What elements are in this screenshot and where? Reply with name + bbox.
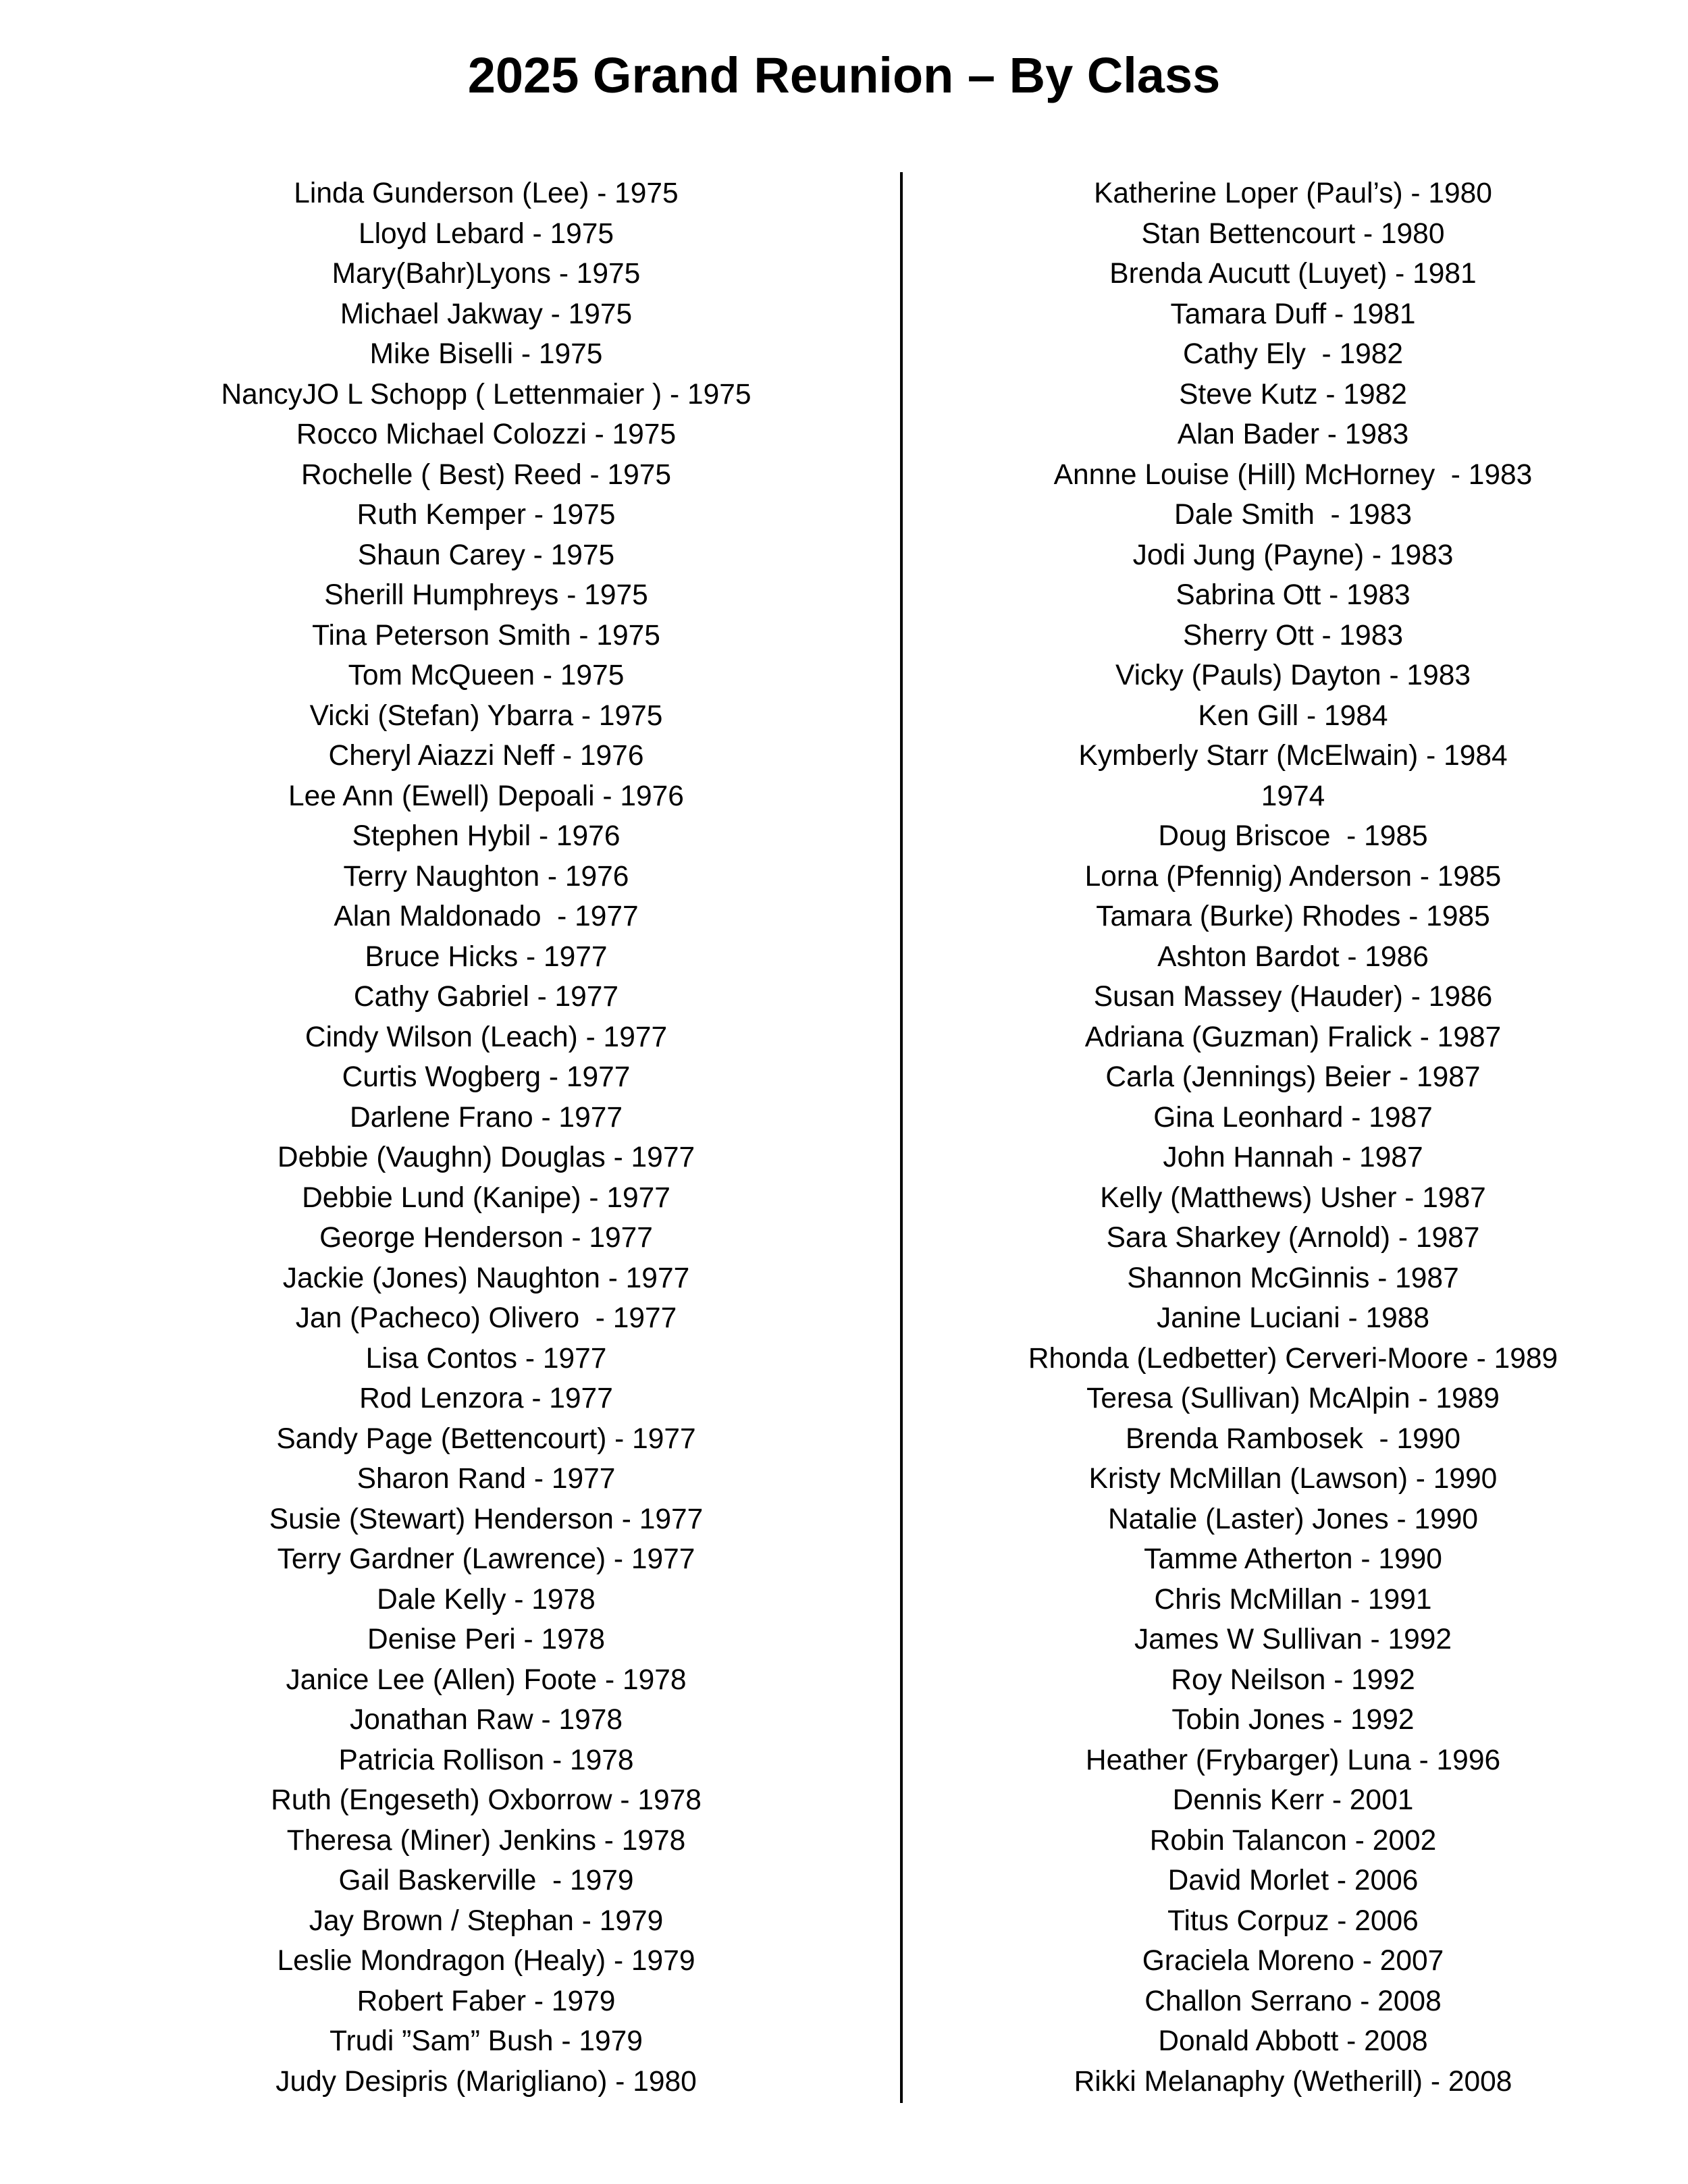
name-entry: Sharon Rand - 1977 [357,1463,616,1495]
name-entry: Sherill Humphreys - 1975 [324,579,648,611]
name-entry: Theresa (Miner) Jenkins - 1978 [286,1824,686,1857]
name-entry: NancyJO L Schopp ( Lettenmaier ) - 1975 [221,378,751,410]
name-entry: Tamme Atherton - 1990 [1144,1543,1442,1575]
name-entry: Doug Briscoe - 1985 [1158,820,1428,852]
name-entry: Susan Massey (Hauder) - 1986 [1093,981,1493,1013]
name-entry: Curtis Wogberg - 1977 [342,1061,631,1093]
name-entry: Tamara Duff - 1981 [1170,298,1416,330]
name-entry: Rod Lenzora - 1977 [359,1383,613,1414]
name-entry: Jonathan Raw - 1978 [349,1704,623,1736]
name-entry: Robert Faber - 1979 [357,1985,616,2017]
name-entry: Annne Louise (Hill) McHorney - 1983 [1053,458,1533,491]
name-entry: Ken Gill - 1984 [1198,699,1388,732]
name-entry: Carla (Jennings) Beier - 1987 [1105,1061,1481,1093]
name-entry: Sara Sharkey (Arnold) - 1987 [1106,1222,1480,1254]
left-name-list [81,174,891,2102]
name-entry: Debbie Lund (Kanipe) - 1977 [302,1181,670,1214]
name-entry: Cindy Wilson (Leach) - 1977 [305,1021,668,1053]
name-entry: Jay Brown / Stephan - 1979 [309,1905,664,1937]
name-entry: Challon Serrano - 2008 [1144,1985,1442,2017]
name-entry: Jodi Jung (Payne) - 1983 [1132,539,1454,571]
name-entry: Jackie (Jones) Naughton - 1977 [282,1262,690,1294]
name-entry: Shaun Carey - 1975 [357,539,615,571]
name-entry: Gail Baskerville - 1979 [338,1865,634,1896]
name-entry: Roy Neilson - 1992 [1171,1663,1415,1696]
name-entry: George Henderson - 1977 [319,1222,653,1254]
name-entry: Darlene Frano - 1977 [350,1101,623,1134]
name-entry: Heather (Frybarger) Luna - 1996 [1085,1744,1501,1776]
name-entry: Denise Peri - 1978 [367,1624,605,1655]
name-entry: Shannon McGinnis - 1987 [1127,1262,1459,1294]
name-entry: Janice Lee (Allen) Foote - 1978 [286,1663,687,1696]
name-entry: Tom McQueen - 1975 [348,660,625,691]
name-entry: Stephen Hybil - 1976 [352,820,621,852]
name-entry: Teresa (Sullivan) McAlpin - 1989 [1086,1383,1500,1414]
name-entry: Bruce Hicks - 1977 [365,940,608,973]
name-entry: Dale Smith - 1983 [1174,499,1412,531]
name-entry: Steve Kutz - 1982 [1179,378,1407,410]
name-entry: Lloyd Lebard - 1975 [358,217,614,250]
name-entry: Patricia Rollison - 1978 [338,1744,634,1776]
name-entry: Dale Kelly - 1978 [377,1583,596,1616]
name-entry: Mike Biselli - 1975 [369,338,603,370]
name-entry: Robin Talancon - 2002 [1149,1824,1437,1857]
name-entry: Tobin Jones - 1992 [1171,1704,1415,1736]
name-entry: Terry Gardner (Lawrence) - 1977 [277,1543,695,1575]
name-entry: Ruth Kemper - 1975 [357,499,616,531]
page-title: 2025 Grand Reunion – By Class [467,47,1221,103]
name-entry: Gina Leonhard - 1987 [1153,1101,1433,1134]
name-entry: Kymberly Starr (McElwain) - 1984 [1078,740,1508,772]
name-entry: Janine Luciani - 1988 [1156,1302,1430,1334]
name-entry: John Hannah - 1987 [1163,1142,1423,1173]
name-entry: Kristy McMillan (Lawson) - 1990 [1088,1463,1498,1495]
name-entry: Leslie Mondragon (Healy) - 1979 [277,1945,695,1977]
name-entry: Susie (Stewart) Henderson - 1977 [269,1503,704,1535]
name-entry: Alan Bader - 1983 [1177,419,1409,450]
name-entry: Ashton Bardot - 1986 [1157,940,1429,973]
name-entry: Rhonda (Ledbetter) Cerveri-Moore - 1989 [1028,1342,1558,1375]
name-entry: Linda Gunderson (Lee) - 1975 [294,178,679,209]
name-entry: Trudi ”Sam” Bush - 1979 [329,2025,643,2057]
name-entry: Terry Naughton - 1976 [343,860,629,893]
name-entry: Natalie (Laster) Jones - 1990 [1107,1503,1479,1535]
name-entry: Donald Abbott - 2008 [1158,2025,1428,2057]
name-entry: Sherry Ott - 1983 [1183,619,1403,651]
name-entry: Kelly (Matthews) Usher - 1987 [1100,1181,1486,1214]
name-entry: Rochelle ( Best) Reed - 1975 [300,458,672,491]
name-entry: Alan Maldonado - 1977 [334,901,639,932]
name-entry: Sabrina Ott - 1983 [1176,579,1410,611]
name-entry: Brenda Rambosek - 1990 [1125,1422,1461,1455]
name-entry: 1974 [1261,780,1325,812]
name-entry: Cathy Ely - 1982 [1183,338,1403,370]
name-entry: Cheryl Aiazzi Neff - 1976 [328,740,644,772]
name-entry: Lorna (Pfennig) Anderson - 1985 [1084,860,1502,893]
name-entry: Debbie (Vaughn) Douglas - 1977 [277,1142,695,1173]
right-name-list [905,174,1681,2102]
name-entry: Brenda Aucutt (Luyet) - 1981 [1109,258,1477,290]
name-entry: Dennis Kerr - 2001 [1172,1784,1414,1816]
name-entry: Rikki Melanaphy (Wetherill) - 2008 [1074,2065,1512,2098]
name-entry: Sandy Page (Bettencourt) - 1977 [276,1422,696,1455]
name-entry: Katherine Loper (Paul’s) - 1980 [1094,178,1492,209]
name-entry: Chris McMillan - 1991 [1154,1583,1432,1616]
name-entry: Cathy Gabriel - 1977 [353,981,619,1013]
name-entry: Jan (Pacheco) Olivero - 1977 [295,1302,677,1334]
name-entry: James W Sullivan - 1992 [1134,1624,1452,1655]
name-entry: Mary(Bahr)Lyons - 1975 [332,258,641,290]
name-entry: Tina Peterson Smith - 1975 [312,619,660,651]
name-entry: Graciela Moreno - 2007 [1142,1945,1444,1977]
column-divider [900,172,903,2103]
name-entry: Michael Jakway - 1975 [340,298,633,330]
name-entry: Lisa Contos - 1977 [365,1342,607,1375]
name-entry: Rocco Michael Colozzi - 1975 [296,419,677,450]
name-entry: Vicky (Pauls) Dayton - 1983 [1115,660,1471,691]
name-entry: Vicki (Stefan) Ybarra - 1975 [309,699,663,732]
name-entry: Titus Corpuz - 2006 [1167,1905,1419,1937]
name-entry: Stan Bettencourt - 1980 [1141,217,1445,250]
name-entry: Ruth (Engeseth) Oxborrow - 1978 [271,1784,702,1816]
name-entry: Judy Desipris (Marigliano) - 1980 [275,2065,697,2098]
name-entry: Tamara (Burke) Rhodes - 1985 [1096,901,1490,932]
name-entry: Adriana (Guzman) Fralick - 1987 [1084,1021,1502,1053]
name-entry: David Morlet - 2006 [1167,1865,1419,1896]
name-entry: Lee Ann (Ewell) Depoali - 1976 [288,780,684,812]
